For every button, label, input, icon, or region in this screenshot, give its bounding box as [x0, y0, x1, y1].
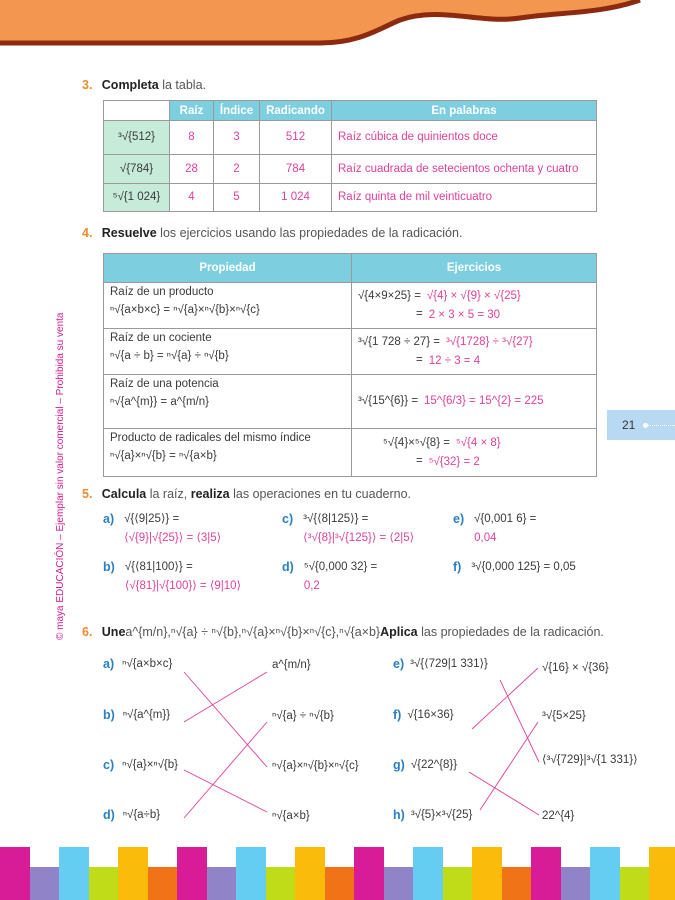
calc-question: ⁵√{0,000 32} = — [303, 561, 378, 573]
stripe — [502, 867, 532, 900]
instruction-text: los ejercicios usando las propiedades de la radicación. — [156, 226, 463, 240]
stripe — [472, 847, 502, 900]
radicando-value: 784 — [285, 162, 306, 175]
raiz-value: 28 — [185, 162, 198, 175]
stripe — [295, 847, 325, 900]
item-label: f) — [453, 560, 462, 574]
stripe — [620, 867, 650, 900]
stripe — [354, 847, 384, 900]
stripe — [590, 847, 620, 900]
item-label: b) — [103, 560, 115, 574]
property-name: Raíz de un cociente — [110, 332, 212, 344]
calc-question: ³√{⟨8|125⟩} = — [303, 513, 369, 525]
exercise-question: ³√{15^{6}} = — [358, 395, 418, 407]
item-label: c) — [103, 758, 115, 772]
stripe — [266, 867, 296, 900]
radicando-value: 512 — [285, 131, 306, 143]
stripe — [89, 867, 119, 900]
item-label: d) — [282, 560, 294, 574]
header-propiedad: Propiedad — [104, 254, 352, 283]
match-line-f — [472, 668, 538, 729]
header-raiz: Raíz — [170, 101, 214, 121]
stripe — [649, 847, 675, 900]
calc-question: √{⟨81|100⟩} = — [124, 561, 193, 573]
calc-question: √{0,001 6} = — [474, 513, 537, 525]
stripe — [384, 867, 414, 900]
radical-expression: ³√{512} — [117, 131, 155, 143]
palabras-value: Raíz cúbica de quinientos doce — [338, 131, 498, 143]
match-target: ⟨³√{729}|³√{1 331}⟩ — [542, 754, 638, 766]
calc-question: ³√{0,000 125} = 0,05 — [471, 561, 576, 573]
raiz-value: 4 — [188, 191, 195, 203]
item-label: a) — [103, 512, 115, 526]
match-target: 22^{4} — [542, 810, 575, 822]
item-label: g) — [393, 758, 405, 772]
header-indice: Índice — [214, 101, 260, 121]
item-label: e) — [393, 657, 405, 671]
item-label: b) — [103, 708, 115, 722]
exercise-answer-result: ⁵√{32} = 2 — [428, 455, 480, 468]
stripe — [207, 867, 237, 900]
page-number: 21 — [622, 418, 636, 432]
stripe — [531, 847, 561, 900]
property-formula: ⁿ√{a}×ⁿ√{b} = ⁿ√{a×b} — [110, 450, 217, 462]
instruction-text: las propiedades de la radicación. — [417, 625, 604, 639]
exercise-answer: √{4} × √{9} × √{25} — [426, 289, 521, 302]
exercise-answer: ⁵√{4 × 8} — [455, 436, 501, 449]
match-expression: √{16×36} — [407, 709, 454, 721]
instruction-text: las operaciones en tu cuaderno. — [229, 487, 412, 501]
exercise-answer: ³√{1728} ÷ ³√{27} — [446, 335, 533, 348]
property-formula: ⁿ√{a×b×c} = ⁿ√{a}×ⁿ√{b}×ⁿ√{c} — [110, 304, 260, 316]
match-target: √{16} × √{36} — [542, 662, 609, 674]
indice-value: 5 — [233, 191, 240, 203]
match-target: a^{m/n} — [272, 659, 311, 671]
equals-sign: = — [416, 353, 423, 366]
item-label: h) — [393, 808, 405, 822]
calc-answer: 0,2 — [303, 580, 320, 592]
match-expression: ³√{⟨729|1 331⟩} — [410, 658, 488, 670]
property-formula: ⁿ√{a^{m}} = a^{m/n} — [110, 396, 209, 408]
stripe — [325, 867, 355, 900]
match-line-a — [184, 672, 267, 767]
calc-answer: 0,04 — [474, 532, 497, 544]
match-target: ⁿ√{a}×ⁿ√{b}×ⁿ√{c} — [272, 760, 359, 772]
palabras-value: Raíz cuadrada de setecientos ochenta y cuatro — [338, 162, 579, 175]
stripe — [30, 867, 60, 900]
indice-value: 2 — [233, 162, 240, 175]
match-line-c — [184, 770, 267, 812]
radical-expression: √{784} — [119, 162, 154, 175]
instruction-verb: Completa — [101, 78, 159, 92]
palabras-value: Raíz quinta de mil veinticuatro — [338, 191, 493, 203]
stripe — [118, 847, 148, 900]
exercise-answer: 15^{6/3} = 15^{2} = 225 — [424, 395, 544, 407]
exercise-number: 4. — [82, 226, 93, 240]
stripe — [0, 847, 30, 900]
match-expression: ⁿ√{a÷b} — [122, 809, 161, 821]
header-palabras: En palabras — [332, 101, 597, 121]
stripe — [561, 867, 591, 900]
header-radicando: Radicando — [260, 101, 332, 121]
instruction-verb: Aplica — [380, 625, 418, 639]
instruction-verb: realiza — [190, 487, 230, 501]
match-expression: √{22^{8}} — [410, 759, 458, 771]
equals-sign: = — [416, 307, 423, 320]
item-label: c) — [282, 512, 294, 526]
match-expression: ⁿ√{a^{m}} — [122, 709, 171, 721]
match-line-d — [184, 722, 267, 818]
instruction-text: la raíz, — [146, 487, 191, 501]
match-line-g — [469, 772, 539, 815]
instruction-verb: Calcula — [101, 487, 147, 501]
instruction-verb: Resuelve — [101, 226, 157, 240]
copyright-side-text: © maya EDUCACIÓN – Ejemplar sin valor comercial – Prohibida su venta — [55, 312, 66, 640]
raiz-value: 8 — [188, 131, 195, 143]
exercise-question: ⁵√{4}×⁵√{8} = — [383, 436, 450, 449]
match-expression: ⁿ√{a×b×c} — [122, 658, 173, 670]
match-target: ⁿ√{a} ÷ ⁿ√{b} — [272, 710, 334, 722]
stripe — [177, 847, 207, 900]
stripe — [443, 867, 473, 900]
instruction-verb: Une — [101, 625, 126, 639]
stripe — [413, 847, 443, 900]
header-ejercicios: Ejercicios — [352, 254, 597, 283]
property-name: Producto de radicales del mismo índice — [110, 432, 311, 444]
property-name: Raíz de una potencia — [110, 378, 219, 390]
match-expression: ⁿ√{a}×ⁿ√{b} — [122, 759, 179, 771]
calc-answer: ⟨√{81}|√{100}⟩ = ⟨9|10⟩ — [124, 580, 241, 592]
calc-answer: ⟨√{9}|√{25}⟩ = ⟨3|5⟩ — [124, 532, 222, 544]
exercise-question: √{4×9×25} = — [358, 289, 421, 302]
indice-value: 3 — [233, 131, 240, 143]
property-formula: ⁿ√{a ÷ b} = ⁿ√{a} ÷ ⁿ√{b} — [110, 350, 229, 362]
exercise-number: 5. — [82, 487, 93, 501]
stripe — [236, 847, 266, 900]
match-expression: ³√{5}×³√{25} — [410, 809, 473, 821]
match-line-b — [184, 672, 267, 722]
property-name: Raíz de un producto — [110, 286, 214, 298]
radical-expression: ⁵√{1 024} — [112, 191, 161, 203]
item-label: e) — [453, 512, 465, 526]
stripe — [59, 847, 89, 900]
exercise-number: 6. — [82, 625, 93, 639]
match-target: ³√{5×25} — [542, 710, 586, 722]
exercise-number: 3. — [82, 78, 93, 92]
instruction-text: la tabla. — [158, 78, 206, 92]
calc-answer: ⟨³√{8}|³√{125}⟩ = ⟨2|5⟩ — [303, 532, 415, 544]
match-target: ⁿ√{a×b} — [272, 810, 310, 822]
instruction-text: a^{m/n},ⁿ√{a} ÷ ⁿ√{b},ⁿ√{a}×ⁿ√{b}×ⁿ√{c},ⁿ√{a×b} — [125, 625, 381, 639]
exercise-question: ³√{1 728 ÷ 27} = — [358, 335, 441, 348]
equals-sign: = — [416, 454, 423, 467]
stripe — [148, 867, 178, 900]
exercise-answer-result: 2 × 3 × 5 = 30 — [428, 308, 501, 321]
item-label: d) — [103, 808, 115, 822]
item-label: f) — [393, 708, 402, 722]
item-label: a) — [103, 657, 115, 671]
radicando-value: 1 024 — [281, 191, 310, 203]
calc-question: √{⟨9|25⟩} = — [124, 513, 180, 525]
exercise-answer-result: 12 ÷ 3 = 4 — [428, 354, 481, 367]
